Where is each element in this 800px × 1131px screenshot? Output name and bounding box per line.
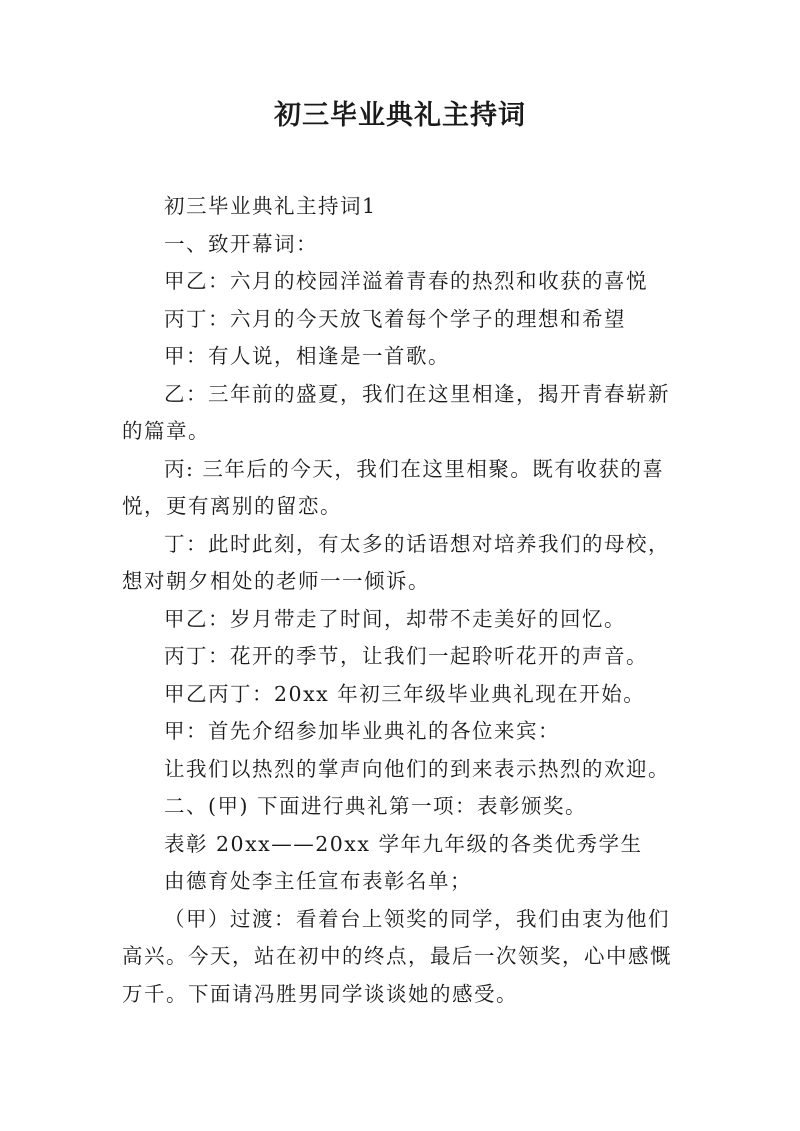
paragraph: 甲：有人说，相逢是一首歌。 (164, 344, 450, 368)
document-title: 初三毕业典礼主持词 (274, 100, 526, 131)
paragraph: 丙丁：花开的季节，让我们一起聆听花开的声音。 (164, 644, 648, 668)
paragraph: 一、致开幕词： (164, 231, 318, 256)
paragraph: 让我们以热烈的掌声向他们的到来表示热烈的欢迎。 (164, 756, 670, 781)
paragraph: 表彰 20xx——20xx 学年九年级的各类优秀学生 (164, 831, 643, 856)
paragraph: 甲乙：六月的校园洋溢着青春的热烈和收获的喜悦 (164, 269, 648, 293)
paragraph: 乙：三年前的盛夏，我们在这里相逢，揭开青春崭新的篇章。 (122, 381, 670, 443)
paragraph: 甲乙丙丁：20xx 年初三年级毕业典礼现在开始。 (164, 681, 646, 706)
document-body (122, 188, 682, 1013)
paragraph: 丁：此时此刻，有太多的话语想对培养我们的母校，想对朝夕相处的老师一一倾诉。 (122, 531, 670, 593)
paragraph: 甲：首先介绍参加毕业典礼的各位来宾： (164, 719, 560, 743)
paragraph: 丙: 三年后的今天，我们在这里相聚。既有收获的喜悦，更有离别的留恋。 (122, 456, 665, 518)
paragraph: 丙丁：六月的今天放飞着每个学子的理想和希望 (164, 306, 626, 331)
paragraph: （甲）过渡：看着台上领奖的同学，我们由衷为他们高兴。今天，站在初中的终点，最后一次领奖，心中感慨万千。下面请冯胜男同学谈谈她的感受。 (122, 906, 672, 1006)
paragraph: 甲乙：岁月带走了时间，却带不走美好的回忆。 (164, 606, 626, 631)
paragraph: 由德育处李主任宣布表彰名单； (164, 869, 472, 893)
paragraph: 初三毕业典礼主持词1 (164, 194, 377, 218)
paragraph: 二、(甲) 下面进行典礼第一项：表彰颁奖。 (164, 794, 588, 818)
